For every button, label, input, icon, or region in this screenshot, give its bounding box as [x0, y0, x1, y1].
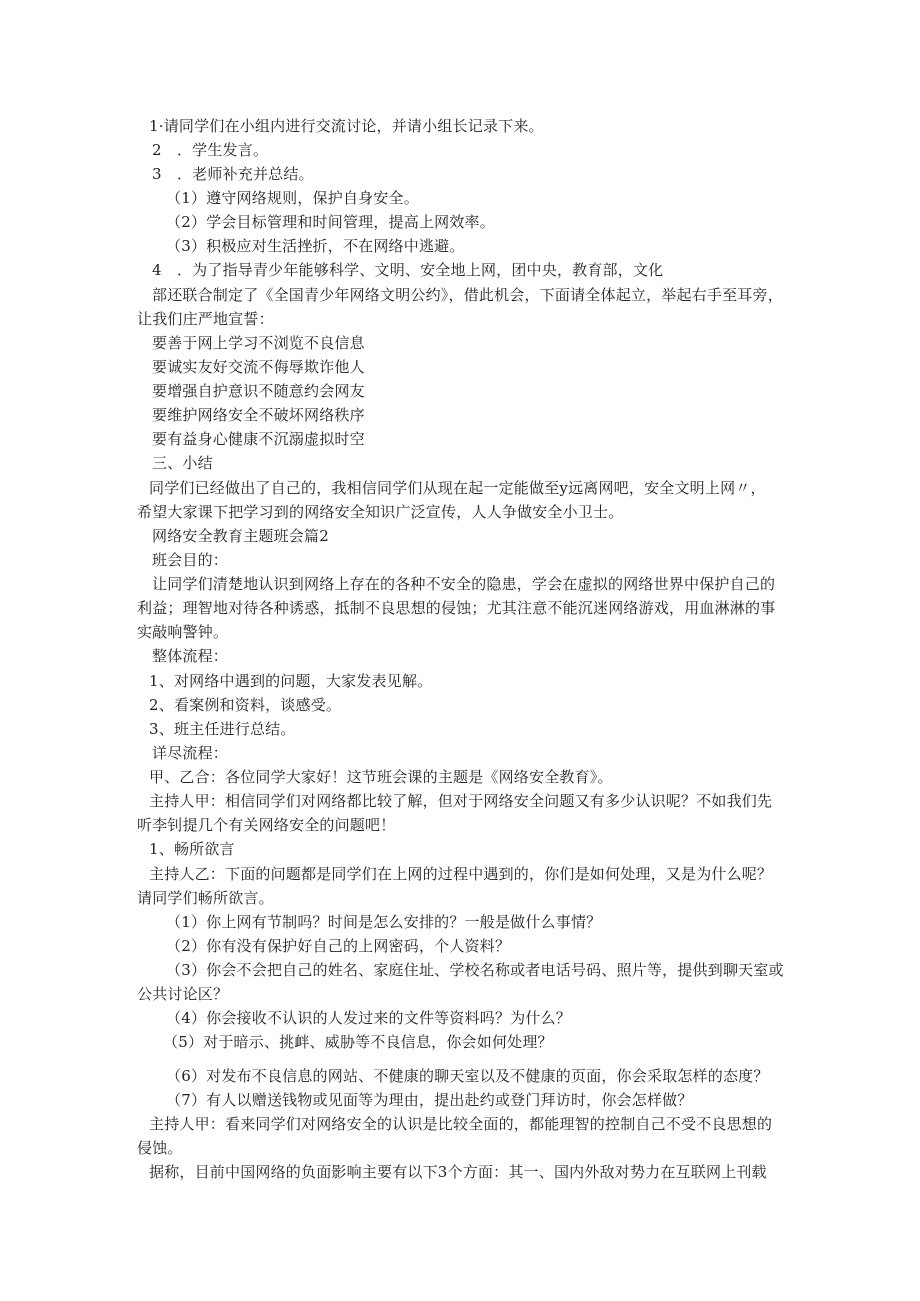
text-line: 要诚实友好交流不侮辱欺诈他人: [152, 358, 365, 376]
text-line: （1）你上网有节制吗？时间是怎么安排的？一般是做什么事情？: [166, 913, 602, 931]
text-line: （3）你会不会把自己的姓名、家庭住址、学校名称或者电话号码、照片等，提供到聊天室或: [166, 961, 784, 979]
text-line: （4）你会接收不认识的人发过来的文件等资料吗？为什么？: [166, 1009, 571, 1027]
text-line: （2）你有没有保护好自己的上网密码，个人资料？: [166, 937, 511, 955]
text-line: （2）学会目标管理和时间管理，提高上网效率。: [166, 213, 495, 231]
text-line: 要善于网上学习不浏览不良信息: [152, 334, 365, 352]
text-line: 1、对网络中遇到的问题，大家发表见解。: [149, 672, 433, 690]
text-line: 利益；理智地对待各种诱惑，抵制不良思想的侵蚀；尤其注意不能沉迷网络游戏，用血淋淋的事: [137, 599, 776, 617]
text-line: 要增强自护意识不随意约会网友: [152, 382, 365, 400]
text-line: 甲、乙合：各位同学大家好！这节班会课的主题是《网络安全教育》。: [149, 768, 613, 786]
text-line: 详尽流程：: [152, 744, 229, 762]
text-line: （3）积极应对生活挫折，不在网络中逃避。: [166, 237, 465, 255]
text-line: 请同学们畅所欲言。: [137, 889, 274, 907]
text-line: 据称，目前中国网络的负面影响主要有以下3个方面：其一、国内外敌对势力在互联网上刊载: [149, 1163, 767, 1181]
text-line: 希望大家课下把学习到的网络安全知识广泛宣传，人人争做安全小卫士。: [137, 503, 624, 521]
text-line: 主持人甲：看来同学们对网络安全的认识是比较全面的，都能理智的控制自己不受不良思想的: [149, 1115, 773, 1133]
text-line: 主持人乙：下面的问题都是同学们在上网的过程中遇到的，你们是如何处理，又是为什么呢？: [149, 865, 773, 883]
text-line: 网络安全教育主题班会篇2: [152, 527, 329, 545]
text-line: 部还联合制定了《全国青少年网络文明公约》，借此机会，下面请全体起立，举起右手至耳旁，: [152, 286, 783, 304]
text-line: 主持人甲：相信同学们对网络都比较了解，但对于网络安全问题又有多少认识呢？不如我们先: [149, 792, 773, 810]
text-line: 让同学们清楚地认识到网络上存在的各种不安全的隐患，学会在虚拟的网络世界中保护自己的: [152, 575, 776, 593]
text-line: 3 ．老师补充并总结。: [152, 165, 314, 183]
text-line: 班会目的：: [152, 551, 229, 569]
text-line: 听李钊提几个有关网络安全的问题吧！: [137, 816, 396, 834]
text-line: 侵蚀。: [137, 1139, 183, 1157]
text-line: 3、班主任进行总结。: [149, 720, 296, 738]
text-line: 4 ．为了指导青少年能够科学、文明、安全地上网，团中央，教育部，文化: [152, 261, 664, 279]
text-line: 整体流程：: [152, 647, 229, 665]
text-line: 要维护网络安全不破坏网络秩序: [152, 406, 365, 424]
text-line: 2 ．学生发言。: [152, 141, 269, 159]
text-line: 1·请同学们在小组内进行交流讨论，并请小组长记录下来。: [149, 117, 544, 135]
text-line: （5）对于暗示、挑衅、威胁等不良信息，你会如何处理？: [163, 1033, 553, 1051]
text-line: 2、看案例和资料，谈感受。: [149, 696, 342, 714]
text-line: 1、畅所欲言: [149, 840, 235, 858]
text-line: （6）对发布不良信息的网站、不健康的聊天室以及不健康的页面，你会采取怎样的态度？: [166, 1067, 769, 1085]
text-line: （1）遵守网络规则，保护自身安全。: [166, 189, 419, 207]
text-line: 要有益身心健康不沉溺虚拟时空: [152, 430, 365, 448]
text-line: 实敲响警钟。: [137, 623, 229, 641]
text-line: （7）有人以赠送钱物或见面等为理由，提出赴约或登门拜访时，你会怎样做？: [166, 1091, 693, 1109]
text-line: 公共讨论区？: [137, 985, 229, 1003]
text-line: 让我们庄严地宣誓：: [137, 310, 274, 328]
text-line: 同学们已经做出了自己的，我相信同学们从现在起一定能做至y远离网吧，安全文明上网〃，: [149, 479, 766, 497]
text-line: 三、小结: [152, 454, 213, 472]
